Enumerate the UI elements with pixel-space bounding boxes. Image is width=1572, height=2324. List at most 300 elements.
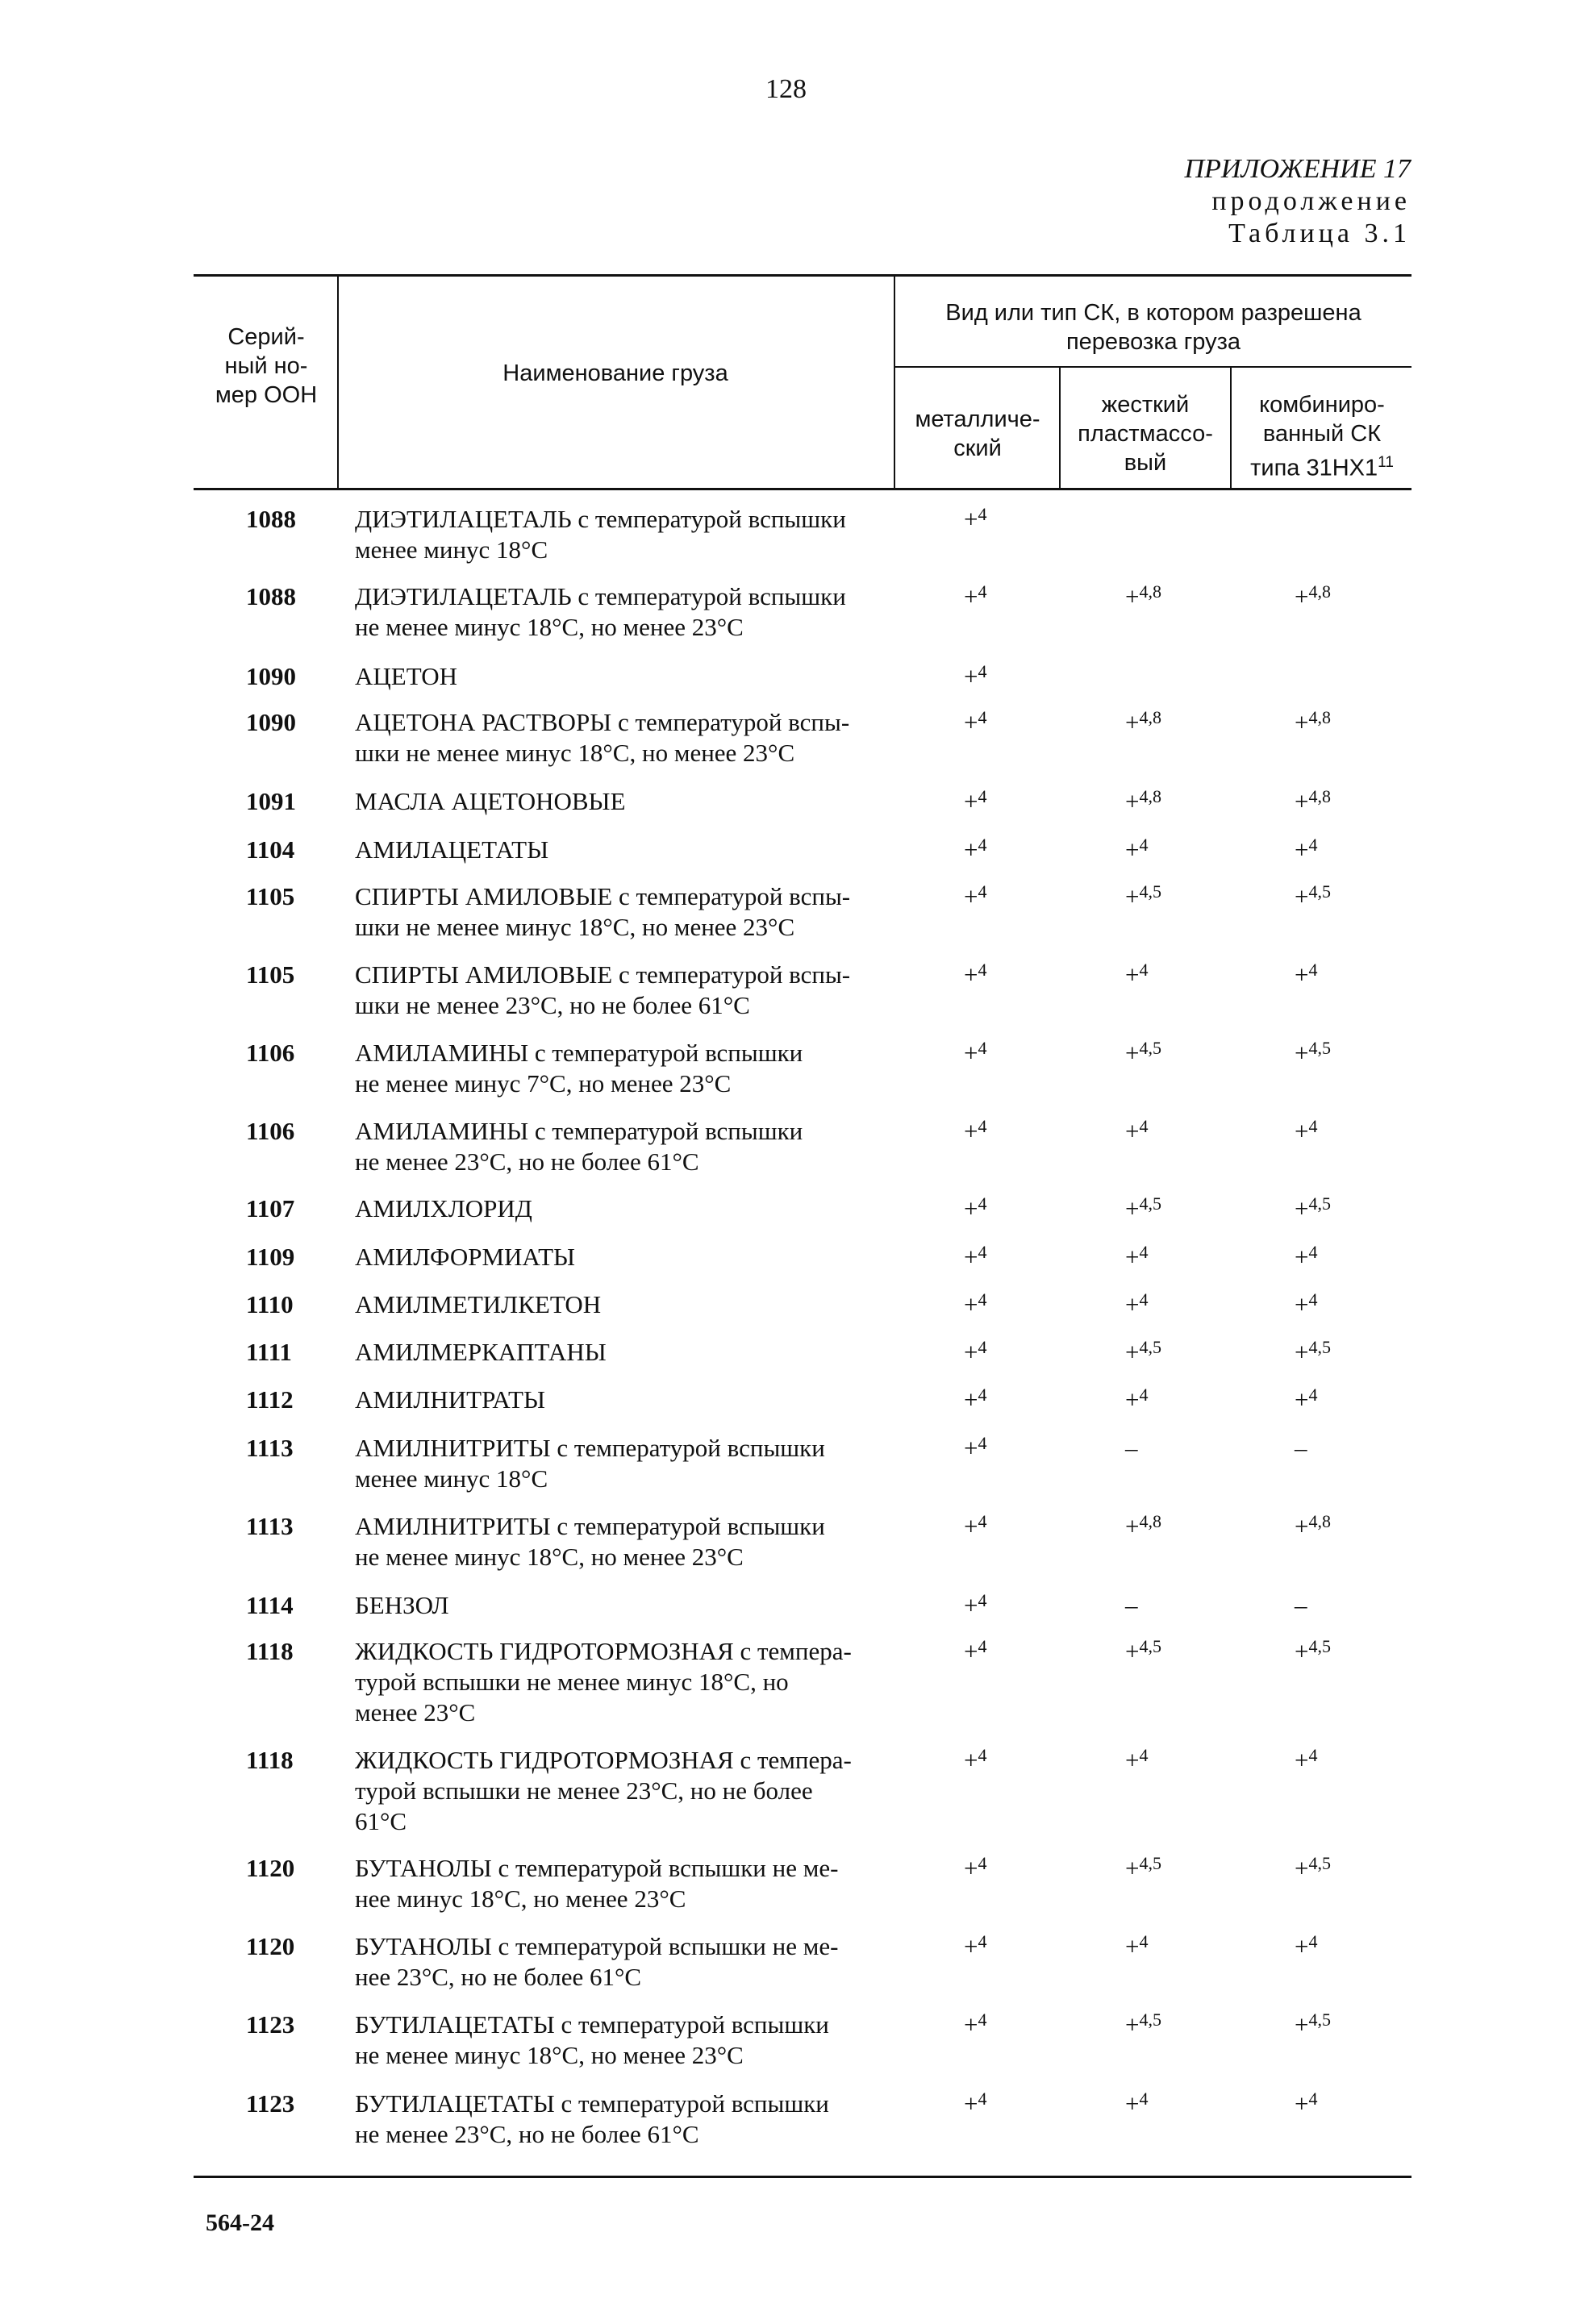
metal-cell: [964, 1038, 986, 1068]
composite-cell: [1295, 1337, 1331, 1368]
permitted-mark: +: [964, 1194, 978, 1222]
footnote-ref: 11: [1378, 454, 1394, 471]
cargo-name-line: АМИЛНИТРИТЫ с температурой вспышки: [355, 1434, 825, 1462]
metal-cell: [964, 1590, 986, 1621]
cargo-name-line: АЦЕТОН: [355, 662, 458, 690]
permitted-mark: +: [964, 1290, 978, 1318]
permitted-mark: +: [1295, 1039, 1309, 1067]
note-reference: 4: [978, 1385, 987, 1405]
cargo-name-cell: [355, 881, 887, 943]
metal-cell: [964, 1242, 986, 1272]
note-reference: 4,5: [1139, 1636, 1161, 1656]
note-reference: 4: [978, 835, 987, 855]
metal-cell: [964, 2089, 986, 2119]
cargo-name-line: менее 23°C: [355, 1698, 476, 1726]
note-reference: 4: [1139, 1242, 1149, 1262]
permitted-mark: +: [1125, 1194, 1140, 1222]
note-reference: 4: [978, 504, 987, 524]
note-reference: 4: [1139, 960, 1149, 980]
note-reference: 4,8: [1308, 1511, 1331, 1531]
metal-cell: [964, 1385, 986, 1415]
composite-cell: [1295, 1289, 1317, 1320]
permitted-mark: +: [1295, 1117, 1309, 1145]
cargo-name-cell: [355, 504, 887, 565]
metal-cell: [964, 707, 986, 738]
note-reference: 4: [978, 707, 987, 727]
permitted-mark: +: [1295, 835, 1309, 864]
permitted-mark: +: [1295, 1194, 1309, 1222]
appendix-title: ПРИЛОЖЕНИЕ 17: [1184, 154, 1411, 184]
composite-cell: [1295, 707, 1331, 738]
cargo-name-line: ДИЭТИЛАЦЕТАЛЬ с температурой вспышки: [355, 582, 846, 610]
un-number-cell: 1106: [246, 1117, 295, 1145]
header-divider: [894, 277, 895, 488]
permitted-mark: +: [1295, 1385, 1309, 1414]
note-reference: 4: [1308, 2089, 1318, 2109]
permitted-mark: +: [1125, 835, 1140, 864]
rigid-cell: [1125, 1511, 1161, 1542]
cargo-name-cell: [355, 786, 887, 817]
note-reference: 4: [1308, 1242, 1318, 1262]
permitted-mark: +: [1125, 1039, 1140, 1067]
cargo-name-line: не менее минус 18°C, но менее 23°C: [355, 2041, 744, 2069]
permitted-mark: +: [964, 1512, 978, 1540]
permitted-mark: +: [1125, 1338, 1140, 1366]
permitted-mark: +: [1295, 708, 1309, 736]
note-reference: 4: [978, 661, 987, 681]
permitted-mark: +: [964, 708, 978, 736]
cargo-name-line: СПИРТЫ АМИЛОВЫЕ с температурой вспы-: [355, 882, 851, 910]
cargo-name-cell: [355, 661, 887, 692]
cargo-name-line: АМИЛМЕРКАПТАНЫ: [355, 1338, 607, 1366]
rigid-cell: [1125, 1038, 1161, 1068]
cargo-name-line: БУТИЛАЦЕТАТЫ с температурой вспышки: [355, 2089, 829, 2118]
permitted-mark: +: [1295, 1932, 1309, 1960]
metal-cell: [964, 1433, 986, 1464]
header-container-type: Вид или тип СК, в котором разрешена перевозка груза: [945, 300, 1361, 355]
metal-cell: [964, 881, 986, 912]
note-reference: 4: [1139, 2089, 1149, 2109]
permitted-mark: +: [964, 1039, 978, 1067]
composite-cell: [1295, 835, 1317, 865]
permitted-mark: +: [1295, 2010, 1309, 2039]
not-permitted-mark: –: [1295, 1591, 1307, 1619]
note-reference: 4: [978, 1853, 987, 1873]
metal-cell: [964, 1511, 986, 1542]
composite-cell: [1295, 1116, 1317, 1147]
rigid-cell: [1125, 1242, 1148, 1272]
metal-cell: [964, 835, 986, 865]
note-reference: 4: [1139, 1116, 1149, 1136]
note-reference: 4,8: [1139, 581, 1161, 602]
note-reference: 4: [978, 1433, 987, 1453]
note-reference: 4,5: [1308, 1636, 1331, 1656]
note-reference: 4: [1308, 1289, 1318, 1310]
cargo-name-line: турой вспышки не менее минус 18°C, но: [355, 1668, 789, 1696]
cargo-name-cell: [355, 960, 887, 1021]
cargo-name-cell: [355, 1853, 887, 1914]
metal-cell: [964, 786, 986, 817]
note-reference: 4,5: [1308, 1193, 1331, 1214]
note-reference: 4: [978, 1590, 987, 1610]
metal-cell: [964, 504, 986, 535]
note-reference: 4: [978, 1511, 987, 1531]
un-number-cell: 1113: [246, 1434, 294, 1462]
permitted-mark: +: [1125, 2010, 1140, 2039]
permitted-mark: +: [1125, 787, 1140, 815]
permitted-mark: +: [1295, 882, 1309, 910]
metal-cell: [964, 1931, 986, 1962]
note-reference: 4,8: [1139, 786, 1161, 806]
cargo-name-cell: [355, 835, 887, 865]
note-reference: 4,8: [1308, 707, 1331, 727]
un-number-cell: 1090: [246, 662, 296, 690]
note-reference: 4: [978, 1038, 987, 1058]
metal-cell: [964, 1745, 986, 1776]
composite-cell: [1295, 1385, 1317, 1415]
note-reference: 4,5: [1308, 2010, 1331, 2030]
note-reference: 4,5: [1139, 1193, 1161, 1214]
cargo-name-line: БУТАНОЛЫ с температурой вспышки не ме-: [355, 1854, 839, 1882]
permitted-mark: +: [1295, 2089, 1309, 2118]
un-number-cell: 1123: [246, 2010, 295, 2039]
group-header-rule: [895, 366, 1411, 368]
table-bottom-rule: [194, 2176, 1411, 2178]
permitted-mark: +: [1125, 708, 1140, 736]
metal-cell: [964, 581, 986, 612]
metal-cell: [964, 1853, 986, 1884]
cargo-name-cell: [355, 1590, 887, 1621]
not-permitted-mark: –: [1125, 1434, 1138, 1462]
header-divider: [1059, 368, 1061, 488]
permitted-mark: +: [964, 1434, 978, 1462]
note-reference: 4,5: [1308, 1337, 1331, 1357]
composite-cell: [1295, 1193, 1331, 1224]
cargo-name-cell: [355, 1289, 887, 1320]
permitted-mark: +: [964, 1637, 978, 1665]
cargo-name-line: АМИЛХЛОРИД: [355, 1194, 532, 1222]
cargo-name-cell: [355, 1193, 887, 1224]
not-permitted-mark: –: [1125, 1591, 1138, 1619]
cargo-name-cell: [355, 2010, 887, 2071]
permitted-mark: +: [964, 2089, 978, 2118]
permitted-mark: +: [1125, 960, 1140, 989]
permitted-mark: +: [1125, 882, 1140, 910]
header-composite: комбиниро- ванный СК типа $31HX1^{11}$: [1250, 392, 1394, 481]
cargo-name-line: шки не менее минус 18°C, но менее 23°C: [355, 913, 795, 941]
cargo-name-line: не менее 23°C, но не более 61°C: [355, 2120, 699, 2148]
metal-cell: [964, 1116, 986, 1147]
metal-cell: [964, 1289, 986, 1320]
composite-cell: [1295, 2010, 1331, 2040]
composite-cell: [1295, 1931, 1317, 1962]
permitted-mark: +: [964, 1338, 978, 1366]
note-reference: 4,5: [1308, 881, 1331, 902]
rigid-cell: [1125, 1636, 1161, 1667]
note-reference: 4,5: [1139, 2010, 1161, 2030]
composite-cell: [1295, 581, 1331, 612]
note-reference: 4,8: [1308, 581, 1331, 602]
permitted-mark: +: [964, 1854, 978, 1882]
rigid-cell: [1125, 1853, 1161, 1884]
note-reference: 4,5: [1139, 881, 1161, 902]
rigid-cell: [1125, 960, 1148, 990]
cargo-name-cell: [355, 581, 887, 643]
header-cargo-name: Наименование груза: [502, 360, 728, 386]
continued-label: продолжение: [1211, 186, 1411, 216]
rigid-cell: [1125, 1745, 1148, 1776]
note-reference: 4: [978, 2010, 987, 2030]
permitted-mark: +: [964, 1117, 978, 1145]
rigid-cell: [1125, 1337, 1161, 1368]
un-number-cell: 1090: [246, 708, 296, 736]
rigid-cell: [1125, 707, 1161, 738]
permitted-mark: +: [1295, 1512, 1309, 1540]
permitted-mark: +: [1295, 1854, 1309, 1882]
cargo-name-line: шки не менее 23°C, но не более 61°C: [355, 991, 750, 1019]
cargo-name-cell: [355, 1433, 887, 1494]
cargo-name-line: ЖИДКОСТЬ ГИДРОТОРМОЗНАЯ с темпера-: [355, 1746, 852, 1774]
permitted-mark: +: [1125, 1512, 1140, 1540]
metal-cell: [964, 1193, 986, 1224]
composite-cell: [1295, 1636, 1331, 1667]
header-bottom-rule: [194, 488, 1411, 490]
un-number-cell: 1105: [246, 882, 295, 910]
cargo-name-cell: [355, 1038, 887, 1099]
composite-cell: [1295, 786, 1331, 817]
note-reference: 4,8: [1139, 707, 1161, 727]
note-reference: 4: [1139, 1931, 1149, 1951]
composite-cell: [1295, 1590, 1312, 1621]
permitted-mark: +: [1295, 1637, 1309, 1665]
composite-cell: [1295, 1745, 1317, 1776]
rigid-cell: [1125, 1289, 1148, 1320]
un-number-cell: 1106: [246, 1039, 295, 1067]
cargo-name-line: нее 23°C, но не более 61°C: [355, 1963, 642, 1991]
note-reference: 4: [978, 1193, 987, 1214]
permitted-mark: +: [964, 1746, 978, 1774]
cargo-name-line: 61°C: [355, 1807, 407, 1835]
cargo-name-cell: [355, 1745, 887, 1837]
cargo-name-cell: [355, 1242, 887, 1272]
un-number-cell: 1110: [246, 1290, 294, 1318]
cargo-name-cell: [355, 2089, 887, 2150]
cargo-name-cell: [355, 707, 887, 768]
cargo-name-line: менее минус 18°C: [355, 1464, 548, 1493]
rigid-cell: [1125, 1385, 1148, 1415]
permitted-mark: +: [964, 662, 978, 690]
note-reference: 4: [978, 786, 987, 806]
not-permitted-mark: –: [1295, 1434, 1307, 1462]
metal-cell: [964, 2010, 986, 2040]
cargo-name-line: не менее минус 18°C, но менее 23°C: [355, 613, 744, 641]
note-reference: 4,5: [1139, 1337, 1161, 1357]
table-label: Таблица 3.1: [1228, 219, 1411, 248]
un-number-cell: 1113: [246, 1512, 294, 1540]
permitted-mark: +: [964, 787, 978, 815]
header-rigid-plastic: жесткий пластмассо- вый: [1078, 392, 1213, 476]
permitted-mark: +: [1125, 1290, 1140, 1318]
cargo-name-line: не менее минус 18°C, но менее 23°C: [355, 1543, 744, 1571]
note-reference: 4: [1139, 1385, 1149, 1405]
cargo-name-line: АМИЛФОРМИАТЫ: [355, 1243, 576, 1271]
cargo-name-cell: [355, 1337, 887, 1368]
un-number-cell: 1111: [246, 1338, 292, 1366]
cargo-name-line: менее минус 18°C: [355, 535, 548, 564]
page-number: 128: [765, 74, 807, 104]
cargo-name-cell: [355, 1931, 887, 1993]
permitted-mark: +: [1125, 1117, 1140, 1145]
permitted-mark: +: [964, 1932, 978, 1960]
note-reference: 4: [1308, 960, 1318, 980]
cargo-name-line: АМИЛМЕТИЛКЕТОН: [355, 1290, 602, 1318]
cargo-name-line: БЕНЗОЛ: [355, 1591, 449, 1619]
cargo-name-line: СПИРТЫ АМИЛОВЫЕ с температурой вспы-: [355, 960, 851, 989]
note-reference: 4,5: [1308, 1038, 1331, 1058]
cargo-name-line: МАСЛА АЦЕТОНОВЫЕ: [355, 787, 626, 815]
permitted-mark: +: [1125, 1932, 1140, 1960]
cargo-name-line: ДИЭТИЛАЦЕТАЛЬ с температурой вспышки: [355, 505, 846, 533]
composite-cell: [1295, 960, 1317, 990]
cargo-name-line: не менее 23°C, но не более 61°C: [355, 1147, 699, 1176]
permitted-mark: +: [1295, 1746, 1309, 1774]
cargo-name-cell: [355, 1116, 887, 1177]
un-number-cell: 1088: [246, 505, 296, 533]
composite-cell: [1295, 1038, 1331, 1068]
un-number-cell: 1118: [246, 1746, 294, 1774]
un-number-cell: 1105: [246, 960, 295, 989]
cargo-name-line: АЦЕТОНА РАСТВОРЫ с температурой вспы-: [355, 708, 850, 736]
rigid-cell: [1125, 1193, 1161, 1224]
permitted-mark: +: [1295, 787, 1309, 815]
note-reference: 4: [1139, 1745, 1149, 1765]
note-reference: 4: [1308, 1931, 1318, 1951]
permitted-mark: +: [964, 2010, 978, 2039]
permitted-mark: +: [1295, 1243, 1309, 1271]
permitted-mark: +: [1125, 1746, 1140, 1774]
note-reference: 4: [978, 1745, 987, 1765]
permitted-mark: +: [1295, 1338, 1309, 1366]
permitted-mark: +: [964, 1385, 978, 1414]
cargo-name-line: шки не менее минус 18°C, но менее 23°C: [355, 739, 795, 767]
rigid-cell: [1125, 1433, 1143, 1464]
cargo-name-cell: [355, 1511, 887, 1572]
rigid-cell: [1125, 835, 1148, 865]
note-reference: 4: [978, 881, 987, 902]
note-reference: 4: [1308, 1116, 1318, 1136]
permitted-mark: +: [1125, 1385, 1140, 1414]
note-reference: 4,8: [1308, 786, 1331, 806]
header-metal: металличе- ский: [915, 406, 1040, 461]
note-reference: 4,5: [1139, 1853, 1161, 1873]
table-top-rule: [194, 274, 1411, 277]
note-reference: 4: [978, 1289, 987, 1310]
note-reference: 4: [978, 1116, 987, 1136]
cargo-name-cell: [355, 1636, 887, 1728]
cargo-name-line: БУТИЛАЦЕТАТЫ с температурой вспышки: [355, 2010, 829, 2039]
composite-cell: [1295, 2089, 1317, 2119]
permitted-mark: +: [1125, 582, 1140, 610]
note-reference: 4: [978, 1242, 987, 1262]
note-reference: 4: [1308, 1745, 1318, 1765]
note-reference: 4,5: [1308, 1853, 1331, 1873]
rigid-cell: [1125, 1116, 1148, 1147]
permitted-mark: +: [964, 960, 978, 989]
un-number-cell: 1091: [246, 787, 296, 815]
permitted-mark: +: [1295, 960, 1309, 989]
composite-cell: [1295, 1511, 1331, 1542]
rigid-cell: [1125, 2089, 1148, 2119]
rigid-cell: [1125, 1590, 1143, 1621]
cargo-name-line: АМИЛНИТРИТЫ с температурой вспышки: [355, 1512, 825, 1540]
cargo-name-cell: [355, 1385, 887, 1415]
header-un-number: Серий- ный но- мер ООН: [215, 324, 318, 408]
note-reference: 4: [1308, 835, 1318, 855]
rigid-cell: [1125, 881, 1161, 912]
note-reference: 4: [978, 1337, 987, 1357]
cargo-name-line: АМИЛНИТРАТЫ: [355, 1385, 545, 1414]
note-reference: 4: [978, 1931, 987, 1951]
note-reference: 4,5: [1139, 1038, 1161, 1058]
composite-cell: [1295, 881, 1331, 912]
permitted-mark: +: [1125, 1637, 1140, 1665]
note-reference: 4: [1139, 835, 1149, 855]
rigid-cell: [1125, 2010, 1161, 2040]
note-reference: 4,8: [1139, 1511, 1161, 1531]
metal-cell: [964, 960, 986, 990]
un-number-cell: 1114: [246, 1591, 294, 1619]
un-number-cell: 1109: [246, 1243, 295, 1271]
permitted-mark: +: [1295, 1290, 1309, 1318]
note-reference: 4: [978, 960, 987, 980]
cargo-name-line: нее минус 18°C, но менее 23°C: [355, 1885, 686, 1913]
un-number-cell: 1120: [246, 1932, 295, 1960]
rigid-cell: [1125, 786, 1161, 817]
permitted-mark: +: [1125, 2089, 1140, 2118]
permitted-mark: +: [964, 835, 978, 864]
note-reference: 4: [1308, 1385, 1318, 1405]
rigid-cell: [1125, 581, 1161, 612]
metal-cell: [964, 1636, 986, 1667]
cargo-name-line: АМИЛАМИНЫ с температурой вспышки: [355, 1039, 803, 1067]
footer-code: 564-24: [206, 2209, 274, 2236]
permitted-mark: +: [1125, 1243, 1140, 1271]
metal-cell: [964, 661, 986, 692]
permitted-mark: +: [964, 1243, 978, 1271]
note-reference: 4: [978, 581, 987, 602]
permitted-mark: +: [964, 1591, 978, 1619]
cargo-name-line: не менее минус 7°C, но менее 23°C: [355, 1069, 732, 1097]
permitted-mark: +: [1295, 582, 1309, 610]
composite-cell: [1295, 1433, 1312, 1464]
header-divider: [1230, 368, 1232, 488]
cargo-name-line: АМИЛАМИНЫ с температурой вспышки: [355, 1117, 803, 1145]
note-reference: 4: [978, 1636, 987, 1656]
un-number-cell: 1118: [246, 1637, 294, 1665]
permitted-mark: +: [1125, 1854, 1140, 1882]
permitted-mark: +: [964, 882, 978, 910]
rigid-cell: [1125, 1931, 1148, 1962]
un-number-cell: 1104: [246, 835, 295, 864]
un-number-cell: 1120: [246, 1854, 295, 1882]
un-number-cell: 1123: [246, 2089, 295, 2118]
un-number-cell: 1088: [246, 582, 296, 610]
metal-cell: [964, 1337, 986, 1368]
cargo-name-line: АМИЛАЦЕТАТЫ: [355, 835, 549, 864]
cargo-name-line: БУТАНОЛЫ с температурой вспышки не ме-: [355, 1932, 839, 1960]
cargo-name-line: турой вспышки не менее 23°C, но не более: [355, 1776, 813, 1805]
note-reference: 4: [1139, 1289, 1149, 1310]
